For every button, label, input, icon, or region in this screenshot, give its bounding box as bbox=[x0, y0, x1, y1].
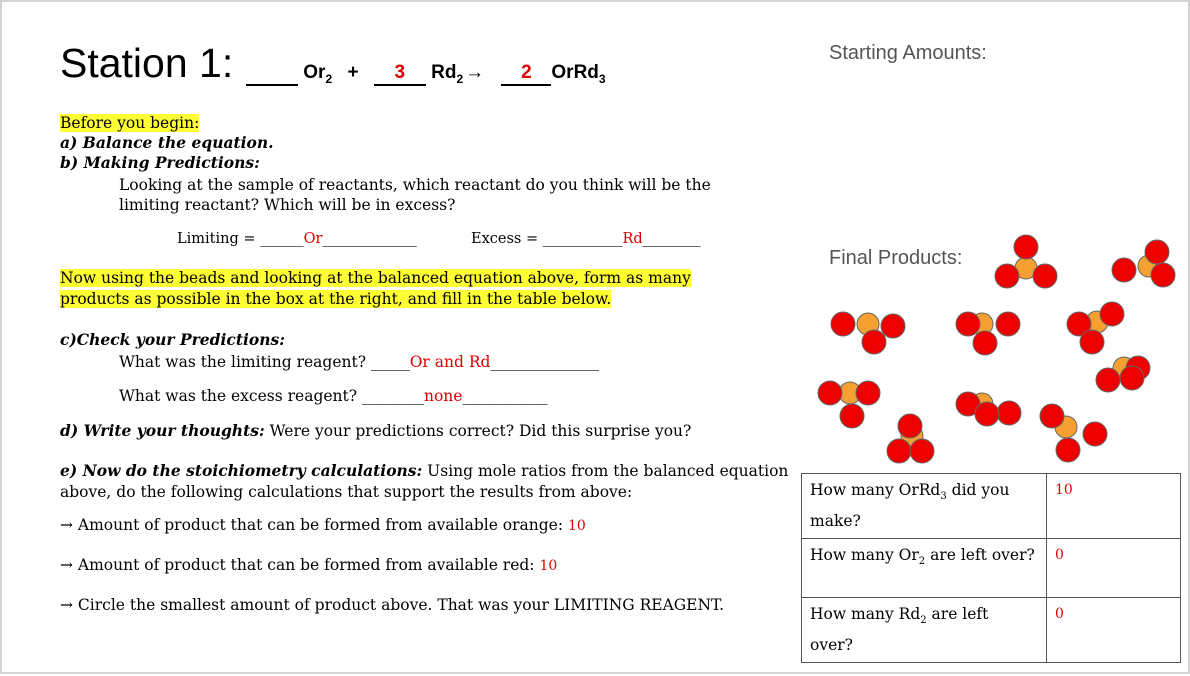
product-molecule bbox=[1067, 302, 1124, 354]
before-heading: Before you begin: bbox=[60, 114, 200, 132]
red-bead bbox=[996, 312, 1020, 336]
product-molecule bbox=[1096, 356, 1150, 392]
red-bead bbox=[1120, 366, 1144, 390]
red-bead bbox=[1014, 235, 1038, 259]
table-row bbox=[802, 474, 1181, 539]
red-bead bbox=[997, 401, 1021, 425]
product-molecule bbox=[887, 414, 934, 463]
product-orrd: OrRd bbox=[551, 62, 599, 83]
red-bead bbox=[831, 312, 855, 336]
stoich-line-2: above, do the following calculations that support the results from above: bbox=[60, 483, 633, 501]
red-bead bbox=[1151, 263, 1175, 287]
red-bead bbox=[1033, 264, 1057, 288]
excess-prediction: Excess = ___________Rd________ bbox=[471, 231, 701, 247]
red-bead bbox=[881, 314, 905, 338]
red-bead bbox=[1056, 438, 1080, 462]
red-bead bbox=[1080, 330, 1104, 354]
starting-amounts-heading: Starting Amounts: bbox=[829, 42, 987, 64]
excess-reagent-answer: What was the excess reagent? ________none___________ bbox=[119, 387, 548, 405]
answer-cell: 10 bbox=[1047, 474, 1181, 539]
thoughts-line: d) Write your thoughts: Were your predictions correct? Did this surprise you? bbox=[60, 421, 692, 440]
reactant-or: Or bbox=[303, 62, 326, 83]
red-bead bbox=[973, 331, 997, 355]
red-bead bbox=[898, 414, 922, 438]
product-molecule bbox=[995, 235, 1057, 288]
step-b: b) Making Predictions: bbox=[60, 153, 260, 172]
question-cell: How many $Or_2$ are left over? bbox=[802, 539, 1047, 598]
reactant-rd-subscript: 2 bbox=[456, 71, 464, 86]
red-bead bbox=[956, 312, 980, 336]
plus-sign: + bbox=[347, 62, 359, 83]
product-molecule bbox=[1040, 404, 1107, 462]
limiting-reagent-answer: What was the limiting reagent? _____Or and Rd______________ bbox=[119, 353, 599, 371]
instruction-line-2: products as possible in the box at the right, and fill in the table below. bbox=[60, 290, 612, 308]
red-bead bbox=[887, 439, 911, 463]
product-molecule bbox=[956, 312, 1020, 355]
red-bead bbox=[856, 381, 880, 405]
product-molecule bbox=[956, 392, 1021, 426]
red-bead bbox=[910, 439, 934, 463]
red-bead bbox=[1083, 422, 1107, 446]
product-subscript: 3 bbox=[598, 71, 606, 86]
red-bead bbox=[995, 264, 1019, 288]
question-cell: How many $Rd_2$ are left over? bbox=[802, 598, 1047, 663]
instruction-line-1: Now using the beads and looking at the balanced equation above, form as many bbox=[60, 269, 691, 287]
red-product-amount: → Amount of product that can be formed from available red: 10 bbox=[60, 556, 558, 574]
prediction-prompt-1: Looking at the sample of reactants, which reactant do you think will be the bbox=[119, 176, 711, 194]
results-table bbox=[801, 473, 1181, 663]
stoich-line-1: e) Now do the stoichiometry calculations: Using mole ratios from the balanced equation bbox=[60, 461, 789, 480]
prediction-prompt-2: limiting reactant? Which will be in excess? bbox=[119, 196, 456, 214]
red-bead bbox=[1112, 258, 1136, 282]
red-bead bbox=[1096, 368, 1120, 392]
red-bead bbox=[1145, 240, 1169, 264]
red-bead bbox=[818, 381, 842, 405]
red-bead bbox=[862, 330, 886, 354]
red-bead bbox=[840, 404, 864, 428]
page-title: Station 1: bbox=[60, 40, 234, 86]
step-a: a) Balance the equation. bbox=[60, 133, 274, 152]
orange-product-amount: → Amount of product that can be formed from available orange: 10 bbox=[60, 516, 586, 534]
answer-cell: 0 bbox=[1047, 598, 1181, 663]
product-molecule bbox=[1112, 240, 1175, 287]
reactant-rd: Rd bbox=[431, 62, 457, 83]
product-molecule bbox=[818, 381, 880, 428]
reaction-arrow: → bbox=[465, 62, 485, 83]
product-molecule bbox=[831, 312, 905, 354]
red-bead bbox=[1040, 404, 1064, 428]
table-row bbox=[802, 598, 1181, 663]
reactant-or-subscript: 2 bbox=[325, 71, 333, 86]
final-products-heading: Final Products: bbox=[829, 247, 963, 269]
circle-instruction: → Circle the smallest amount of product above. That was your LIMITING REAGENT. bbox=[60, 596, 725, 614]
red-bead bbox=[1100, 302, 1124, 326]
table-row bbox=[802, 539, 1181, 598]
question-cell: How many OrRd$_3$ did you make? bbox=[802, 474, 1047, 539]
coefficient-rd: 3 bbox=[374, 62, 426, 86]
check-heading: c)Check your Predictions: bbox=[60, 330, 285, 349]
red-bead bbox=[975, 402, 999, 426]
coefficient-product: 2 bbox=[501, 62, 551, 86]
answer-cell: 0 bbox=[1047, 539, 1181, 598]
limiting-prediction: Limiting = ______Or_____________ bbox=[177, 231, 417, 247]
